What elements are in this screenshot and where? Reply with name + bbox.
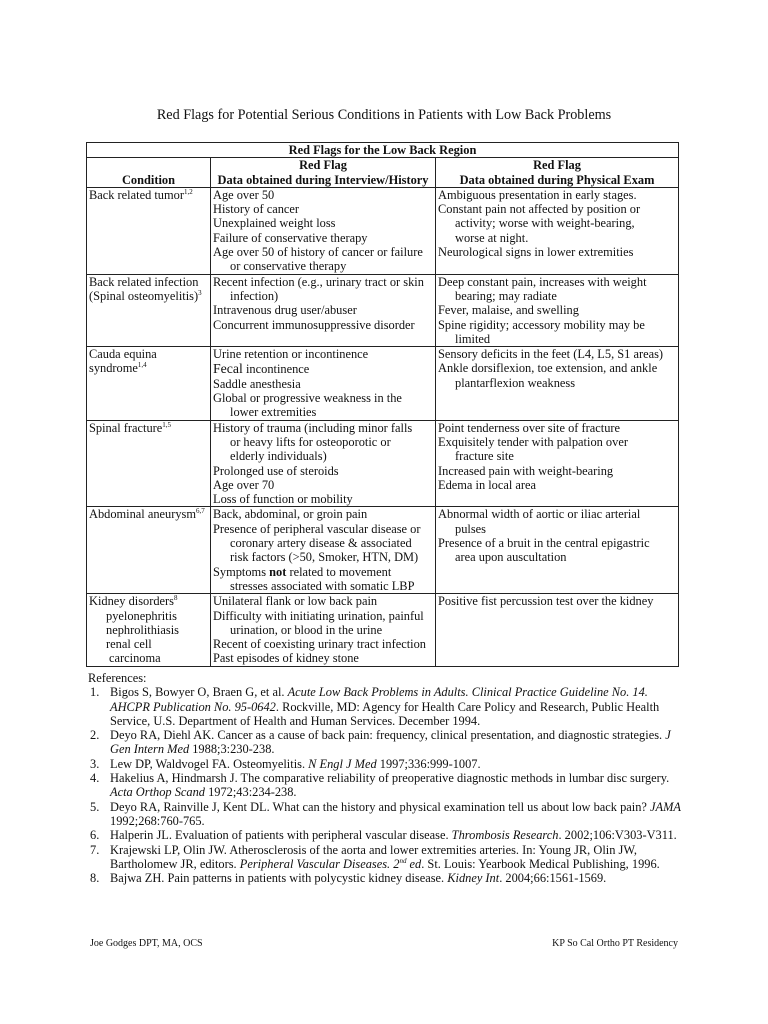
reference-text: . 2004;66:1561-1569. — [499, 871, 607, 886]
reference-item — [88, 685, 688, 728]
table-row — [87, 187, 679, 274]
reference-item — [88, 728, 688, 757]
exam-cell-line: Point tenderness over site of fracture — [438, 420, 621, 435]
table-row — [87, 420, 679, 507]
interview-cell-line: Age over 50 — [213, 187, 275, 202]
reference-text: . Rockville, MD: Agency for Health Care Policy and Research, Public Health Service, U.S. Department of Health and Human Services. December 1994. — [110, 699, 660, 728]
table-body — [87, 187, 679, 666]
interview-cell-line: Failure of conservative therapy — [213, 230, 368, 245]
exam-cell-line: Exquisitely tender with palpation over — [438, 434, 628, 449]
references-list — [88, 685, 688, 885]
reference-number: 5. — [90, 799, 100, 814]
interview-cell-line: Unexplained weight loss — [213, 216, 336, 231]
interview-cell-line: elderly individuals) — [230, 449, 327, 464]
exam-cell-line: area upon auscultation — [455, 550, 567, 565]
condition-cell-line: renal cell — [106, 637, 152, 652]
table-row — [87, 347, 679, 420]
interview-cell-line: Unilateral flank or low back pain — [213, 594, 378, 609]
interview-cell-line: Prolonged use of steroids — [213, 463, 339, 478]
exam-cell-line: Presence of a bruit in the central epigastric — [438, 536, 650, 551]
exam-cell — [436, 187, 679, 274]
interview-cell — [211, 187, 436, 274]
page-title: Red Flags for Potential Serious Conditions in Patients with Low Back Problems — [156, 107, 612, 123]
reference-number: 8. — [90, 871, 100, 886]
interview-cell-line: Loss of function or mobility — [213, 492, 353, 507]
interview-cell-line: stresses associated with somatic LBP — [230, 578, 415, 593]
condition-cell-line: Abdominal aneurysm$^{6,7}$ — [89, 507, 205, 522]
exam-cell-line: worse at night. — [455, 230, 529, 245]
interview-cell-line: Recent of coexisting urinary tract infection — [213, 637, 426, 652]
references-heading: References: — [88, 671, 147, 685]
interview-cell-line: lower extremities — [230, 405, 317, 420]
reference-number: 2. — [90, 728, 100, 743]
exam-cell-line: plantarflexion weakness — [455, 375, 576, 390]
interview-cell-line: Concurrent immunosuppressive disorder — [213, 317, 415, 332]
exam-cell-line: Ambiguous presentation in early stages. — [438, 187, 637, 202]
interview-cell-line: Presence of peripheral vascular disease or — [213, 521, 421, 536]
exam-cell-line: Deep constant pain, increases with weight — [438, 274, 647, 289]
exam-cell-line: pulses — [455, 521, 486, 536]
interview-cell-line: Fecal incontinence — [213, 361, 310, 377]
interview-cell-line: History of cancer — [213, 202, 300, 217]
interview-cell-line: or heavy lifts for osteoporotic or — [230, 434, 391, 449]
reference-text: Acta Orthop Scand — [110, 785, 205, 800]
interview-cell-line: Back, abdominal, or groin pain — [213, 507, 368, 522]
interview-cell-line: Difficulty with initiating urination, painful — [213, 608, 424, 623]
exam-cell — [436, 274, 679, 346]
reference-text: Bajwa ZH. Pain patterns in patients with polycystic kidney disease. — [110, 871, 448, 886]
interview-cell — [211, 347, 436, 420]
reference-text: 1997;336:999-1007. — [376, 756, 481, 771]
interview-cell — [211, 507, 436, 594]
condition-cell — [87, 274, 211, 346]
exam-cell — [436, 347, 679, 420]
table-row — [87, 274, 679, 346]
reference-text: Halperin JL. Evaluation of patients with peripheral vascular disease. — [110, 828, 452, 843]
reference-number: 4. — [90, 771, 100, 786]
condition-cell-line: Kidney disorders$^8$ — [89, 594, 178, 609]
reference-text: JAMA — [650, 799, 681, 814]
reference-number: 6. — [90, 828, 100, 843]
reference-text: . St. Louis: Yearbook Medical Publishing, 1996. — [421, 856, 660, 871]
reference-item — [88, 871, 688, 885]
exam-cell — [436, 594, 679, 666]
interview-cell-line: risk factors (>50, Smoker, HTN, DM) — [230, 550, 419, 565]
footer-author: Joe Godges DPT, MA, OCS — [90, 938, 203, 949]
reference-text: Thrombosis Research — [451, 828, 559, 843]
exam-cell-line: fracture site — [455, 449, 514, 464]
condition-cell — [87, 347, 211, 420]
reference-text: Krajewski LP, Olin JW. Atherosclerosis of the aorta and lower extremities arteries. In: Young JR, Olin JW, Bartholomew JR, editors. — [110, 842, 637, 871]
condition-cell-line: Spinal fracture$^{1,5}$ — [89, 420, 172, 435]
reference-number: 7. — [90, 842, 100, 857]
condition-cell-line: Cauda equina — [89, 347, 157, 362]
header-interview: Red Flag Data obtained during Interview/History — [211, 158, 436, 188]
reference-item — [88, 828, 688, 842]
exam-cell-line: Constant pain not affected by position or — [438, 202, 641, 217]
condition-cell-line: nephrolithiasis — [106, 622, 179, 637]
reference-text: Lew DP, Waldvogel FA. Osteomyelitis. — [110, 756, 309, 771]
reference-text: nd — [399, 856, 407, 865]
interview-cell-line: Age over 50 of history of cancer or failure — [213, 245, 423, 260]
condition-cell-line: carcinoma — [109, 651, 161, 666]
interview-cell-line: Age over 70 — [213, 477, 275, 492]
reference-text: Hakelius A, Hindmarsh J. The comparative reliability of preoperative diagnostic methods in lumbar disc surgery. — [110, 771, 670, 786]
table-row — [87, 594, 679, 666]
reference-text: 1988;3:230-238. — [189, 742, 275, 757]
reference-text: Bigos S, Bowyer O, Braen G, et al. — [110, 685, 288, 700]
reference-item — [88, 771, 688, 800]
reference-item — [88, 843, 688, 872]
condition-cell — [87, 507, 211, 594]
reference-text: Deyo RA, Rainville J, Kent DL. What can the history and physical examination tell us about low back pain? — [110, 799, 651, 814]
reference-text: J Gen Intern Med — [110, 728, 671, 757]
exam-cell-line: Spine rigidity; accessory mobility may be — [438, 317, 645, 332]
interview-cell-line: Saddle anesthesia — [213, 376, 301, 391]
exam-cell-line: Increased pain with weight-bearing — [438, 463, 614, 478]
exam-cell-line: bearing; may radiate — [455, 288, 557, 303]
condition-cell — [87, 420, 211, 507]
reference-text: Kidney Int — [447, 871, 500, 886]
exam-cell-line: Edema in local area — [438, 477, 537, 492]
interview-cell — [211, 274, 436, 346]
table-row — [87, 507, 679, 594]
condition-cell-line: Back related infection — [89, 274, 199, 289]
interview-cell-line: Urine retention or incontinence — [213, 347, 369, 362]
exam-cell-line: Neurological signs in lower extremities — [438, 245, 634, 260]
interview-cell-line: Intravenous drug user/abuser — [213, 303, 357, 318]
reference-text: 1992;268:760-765. — [110, 813, 205, 828]
interview-cell-line: History of trauma (including minor falls — [213, 420, 413, 435]
red-flags-table — [86, 142, 679, 667]
condition-cell-line: Back related tumor$^{1,2}$ — [89, 187, 193, 202]
references-section — [88, 671, 688, 885]
header-exam: Red Flag Data obtained during Physical Exam — [436, 158, 679, 188]
condition-cell — [87, 594, 211, 666]
exam-cell-line: Sensory deficits in the feet (L4, L5, S1 areas) — [438, 347, 664, 362]
exam-cell — [436, 420, 679, 507]
reference-number: 1. — [90, 685, 100, 700]
red-flags-table-container — [86, 142, 678, 667]
interview-cell-line: infection) — [230, 288, 279, 303]
header-condition: Condition — [87, 158, 211, 188]
reference-text: N Engl J Med — [308, 756, 377, 771]
reference-text: Peripheral Vascular Diseases. 2 — [239, 856, 400, 871]
interview-cell-line: Global or progressive weakness in the — [213, 391, 402, 406]
interview-cell-line: or conservative therapy — [230, 259, 347, 274]
footer-program: KP So Cal Ortho PT Residency — [552, 938, 678, 949]
interview-cell — [211, 594, 436, 666]
exam-cell-line: limited — [455, 331, 491, 346]
interview-cell-line: urination, or blood in the urine — [230, 622, 383, 637]
exam-cell-line: Ankle dorsiflexion, toe extension, and ankle — [438, 361, 658, 376]
interview-cell-line: Past episodes of kidney stone — [213, 651, 359, 666]
reference-number: 3. — [90, 756, 100, 771]
reference-item — [88, 800, 688, 829]
reference-text: Acute Low Back Problems in Adults. Clinical Practice Guideline No. 14. AHCPR Publication No. 95-0642 — [110, 685, 648, 714]
reference-text: . 2002;106:V303-V311. — [558, 828, 677, 843]
interview-cell-line: coronary artery disease & associated — [230, 536, 412, 551]
condition-cell — [87, 187, 211, 274]
reference-item — [88, 757, 688, 771]
reference-text: 1972;43:234-238. — [204, 785, 297, 800]
exam-cell-line: Positive fist percussion test over the kidney — [438, 594, 654, 609]
condition-cell-line: pyelonephritis — [106, 608, 177, 623]
reference-text: Deyo RA, Diehl AK. Cancer as a cause of back pain: frequency, clinical presentation, and diagnostic strategies. — [110, 728, 666, 743]
reference-text: ed — [406, 856, 422, 871]
table-caption: Red Flags for the Low Back Region — [87, 143, 679, 158]
exam-cell-line: Fever, malaise, and swelling — [438, 303, 579, 318]
exam-cell-line: activity; worse with weight-bearing, — [455, 216, 635, 231]
exam-cell-line: Abnormal width of aortic or iliac arterial — [438, 507, 641, 522]
condition-cell-line: (Spinal osteomyelitis)$^3$ — [89, 288, 202, 303]
interview-cell-line: Symptoms not related to movement — [213, 564, 392, 579]
condition-cell-line: syndrome$^{1,4}$ — [89, 361, 147, 376]
interview-cell — [211, 420, 436, 507]
interview-cell-line: Recent infection (e.g., urinary tract or skin — [213, 274, 424, 289]
exam-cell — [436, 507, 679, 594]
